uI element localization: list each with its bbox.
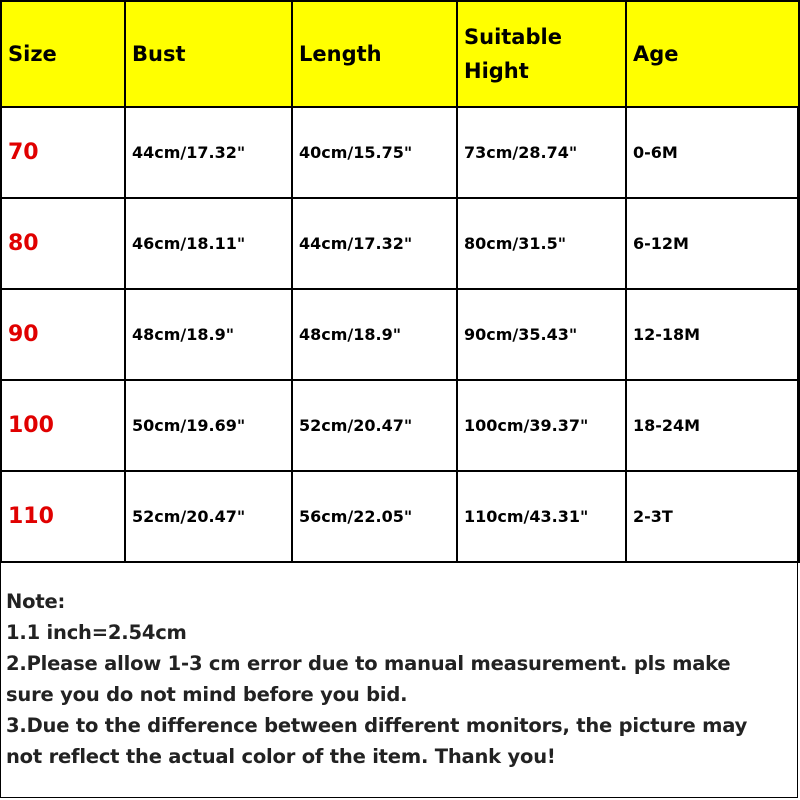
bust-cell: 48cm/18.9" [125, 289, 292, 380]
age-cell: 0-6M [626, 107, 799, 198]
note-line: 3.Due to the difference between different monitors, the picture may [6, 714, 748, 737]
age-cell: 6-12M [626, 198, 799, 289]
hight-cell: 100cm/39.37" [457, 380, 626, 471]
hight-cell: 110cm/43.31" [457, 471, 626, 562]
size-cell: 80 [1, 198, 125, 289]
note-line: sure you do not mind before you bid. [6, 683, 408, 706]
bust-cell: 44cm/17.32" [125, 107, 292, 198]
header-bust: Bust [125, 1, 292, 107]
note-line: not reflect the actual color of the item. Thank you! [6, 745, 556, 768]
size-cell: 100 [1, 380, 125, 471]
bust-cell: 46cm/18.11" [125, 198, 292, 289]
hight-cell: 80cm/31.5" [457, 198, 626, 289]
header-suitable-hight: Suitable Hight [457, 1, 626, 107]
table-row [1, 380, 799, 471]
notes-title: Note: [6, 590, 66, 613]
notes-section [6, 586, 792, 772]
length-cell: 52cm/20.47" [292, 380, 457, 471]
table-row [1, 471, 799, 562]
table-row [1, 289, 799, 380]
age-cell: 2-3T [626, 471, 799, 562]
length-cell: 48cm/18.9" [292, 289, 457, 380]
hight-cell: 90cm/35.43" [457, 289, 626, 380]
header-row [1, 1, 799, 107]
bust-cell: 50cm/19.69" [125, 380, 292, 471]
header-age: Age [626, 1, 799, 107]
length-cell: 40cm/15.75" [292, 107, 457, 198]
table-row [1, 198, 799, 289]
age-cell: 18-24M [626, 380, 799, 471]
bust-cell: 52cm/20.47" [125, 471, 292, 562]
note-line: 1.1 inch=2.54cm [6, 621, 187, 644]
hight-cell: 73cm/28.74" [457, 107, 626, 198]
size-cell: 110 [1, 471, 125, 562]
age-cell: 12-18M [626, 289, 799, 380]
table-row [1, 107, 799, 198]
length-cell: 56cm/22.05" [292, 471, 457, 562]
header-length: Length [292, 1, 457, 107]
size-cell: 90 [1, 289, 125, 380]
length-cell: 44cm/17.32" [292, 198, 457, 289]
note-line: 2.Please allow 1-3 cm error due to manual measurement. pls make [6, 652, 731, 675]
header-size: Size [1, 1, 125, 107]
size-cell: 70 [1, 107, 125, 198]
